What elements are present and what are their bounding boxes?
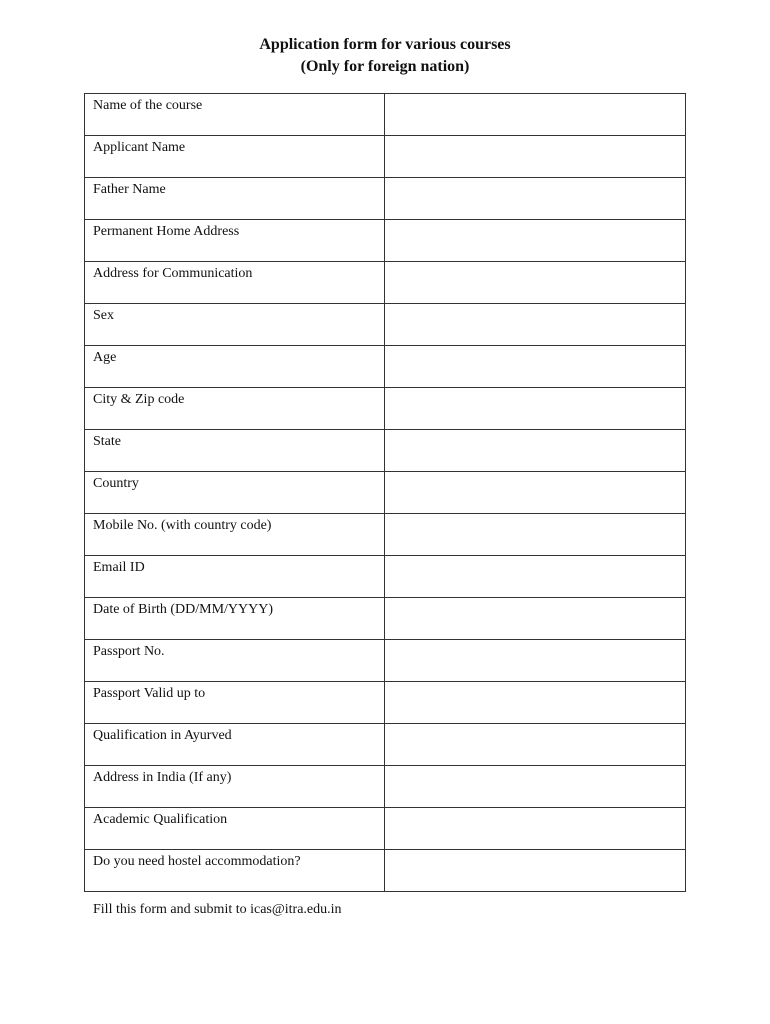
field-value-cell[interactable] bbox=[385, 136, 686, 178]
form-row bbox=[85, 556, 686, 598]
form-row bbox=[85, 346, 686, 388]
field-value-cell[interactable] bbox=[385, 472, 686, 514]
form-row bbox=[85, 388, 686, 430]
field-label: Permanent Home Address bbox=[85, 220, 385, 262]
form-row bbox=[85, 724, 686, 766]
form-table-body bbox=[85, 94, 686, 892]
form-row bbox=[85, 94, 686, 136]
field-value-cell[interactable] bbox=[385, 682, 686, 724]
form-row bbox=[85, 220, 686, 262]
form-row bbox=[85, 850, 686, 892]
form-row bbox=[85, 304, 686, 346]
field-value-cell[interactable] bbox=[385, 430, 686, 472]
form-row bbox=[85, 472, 686, 514]
field-label: Academic Qualification bbox=[85, 808, 385, 850]
form-row bbox=[85, 766, 686, 808]
field-value-cell[interactable] bbox=[385, 850, 686, 892]
field-value-cell[interactable] bbox=[385, 346, 686, 388]
field-value-cell[interactable] bbox=[385, 304, 686, 346]
field-value-cell[interactable] bbox=[385, 178, 686, 220]
field-label: Applicant Name bbox=[85, 136, 385, 178]
form-row bbox=[85, 640, 686, 682]
form-row bbox=[85, 598, 686, 640]
field-label: Email ID bbox=[85, 556, 385, 598]
field-label: Sex bbox=[85, 304, 385, 346]
application-form-table bbox=[84, 93, 686, 892]
field-value-cell[interactable] bbox=[385, 388, 686, 430]
field-label: Passport No. bbox=[85, 640, 385, 682]
field-label: Address in India (If any) bbox=[85, 766, 385, 808]
field-label: Qualification in Ayurved bbox=[85, 724, 385, 766]
field-label: City & Zip code bbox=[85, 388, 385, 430]
field-label: Do you need hostel accommodation? bbox=[85, 850, 385, 892]
field-label: Age bbox=[85, 346, 385, 388]
field-value-cell[interactable] bbox=[385, 556, 686, 598]
form-row bbox=[85, 430, 686, 472]
field-value-cell[interactable] bbox=[385, 94, 686, 136]
submission-instruction: Fill this form and submit to icas@itra.edu.in bbox=[93, 902, 342, 917]
field-value-cell[interactable] bbox=[385, 220, 686, 262]
form-row bbox=[85, 178, 686, 220]
form-title bbox=[0, 34, 770, 78]
field-value-cell[interactable] bbox=[385, 808, 686, 850]
form-row bbox=[85, 136, 686, 178]
field-value-cell[interactable] bbox=[385, 262, 686, 304]
field-label: Mobile No. (with country code) bbox=[85, 514, 385, 556]
field-label: Country bbox=[85, 472, 385, 514]
field-label: Father Name bbox=[85, 178, 385, 220]
form-row bbox=[85, 262, 686, 304]
field-label: Name of the course bbox=[85, 94, 385, 136]
field-label: Date of Birth (DD/MM/YYYY) bbox=[85, 598, 385, 640]
field-label: Passport Valid up to bbox=[85, 682, 385, 724]
form-title-line-2: (Only for foreign nation) bbox=[300, 58, 470, 75]
field-value-cell[interactable] bbox=[385, 514, 686, 556]
field-value-cell[interactable] bbox=[385, 724, 686, 766]
form-row bbox=[85, 808, 686, 850]
field-label: State bbox=[85, 430, 385, 472]
form-row bbox=[85, 682, 686, 724]
field-label: Address for Communication bbox=[85, 262, 385, 304]
form-row bbox=[85, 514, 686, 556]
field-value-cell[interactable] bbox=[385, 598, 686, 640]
form-title-line-1: Application form for various courses bbox=[259, 36, 511, 53]
field-value-cell[interactable] bbox=[385, 766, 686, 808]
field-value-cell[interactable] bbox=[385, 640, 686, 682]
